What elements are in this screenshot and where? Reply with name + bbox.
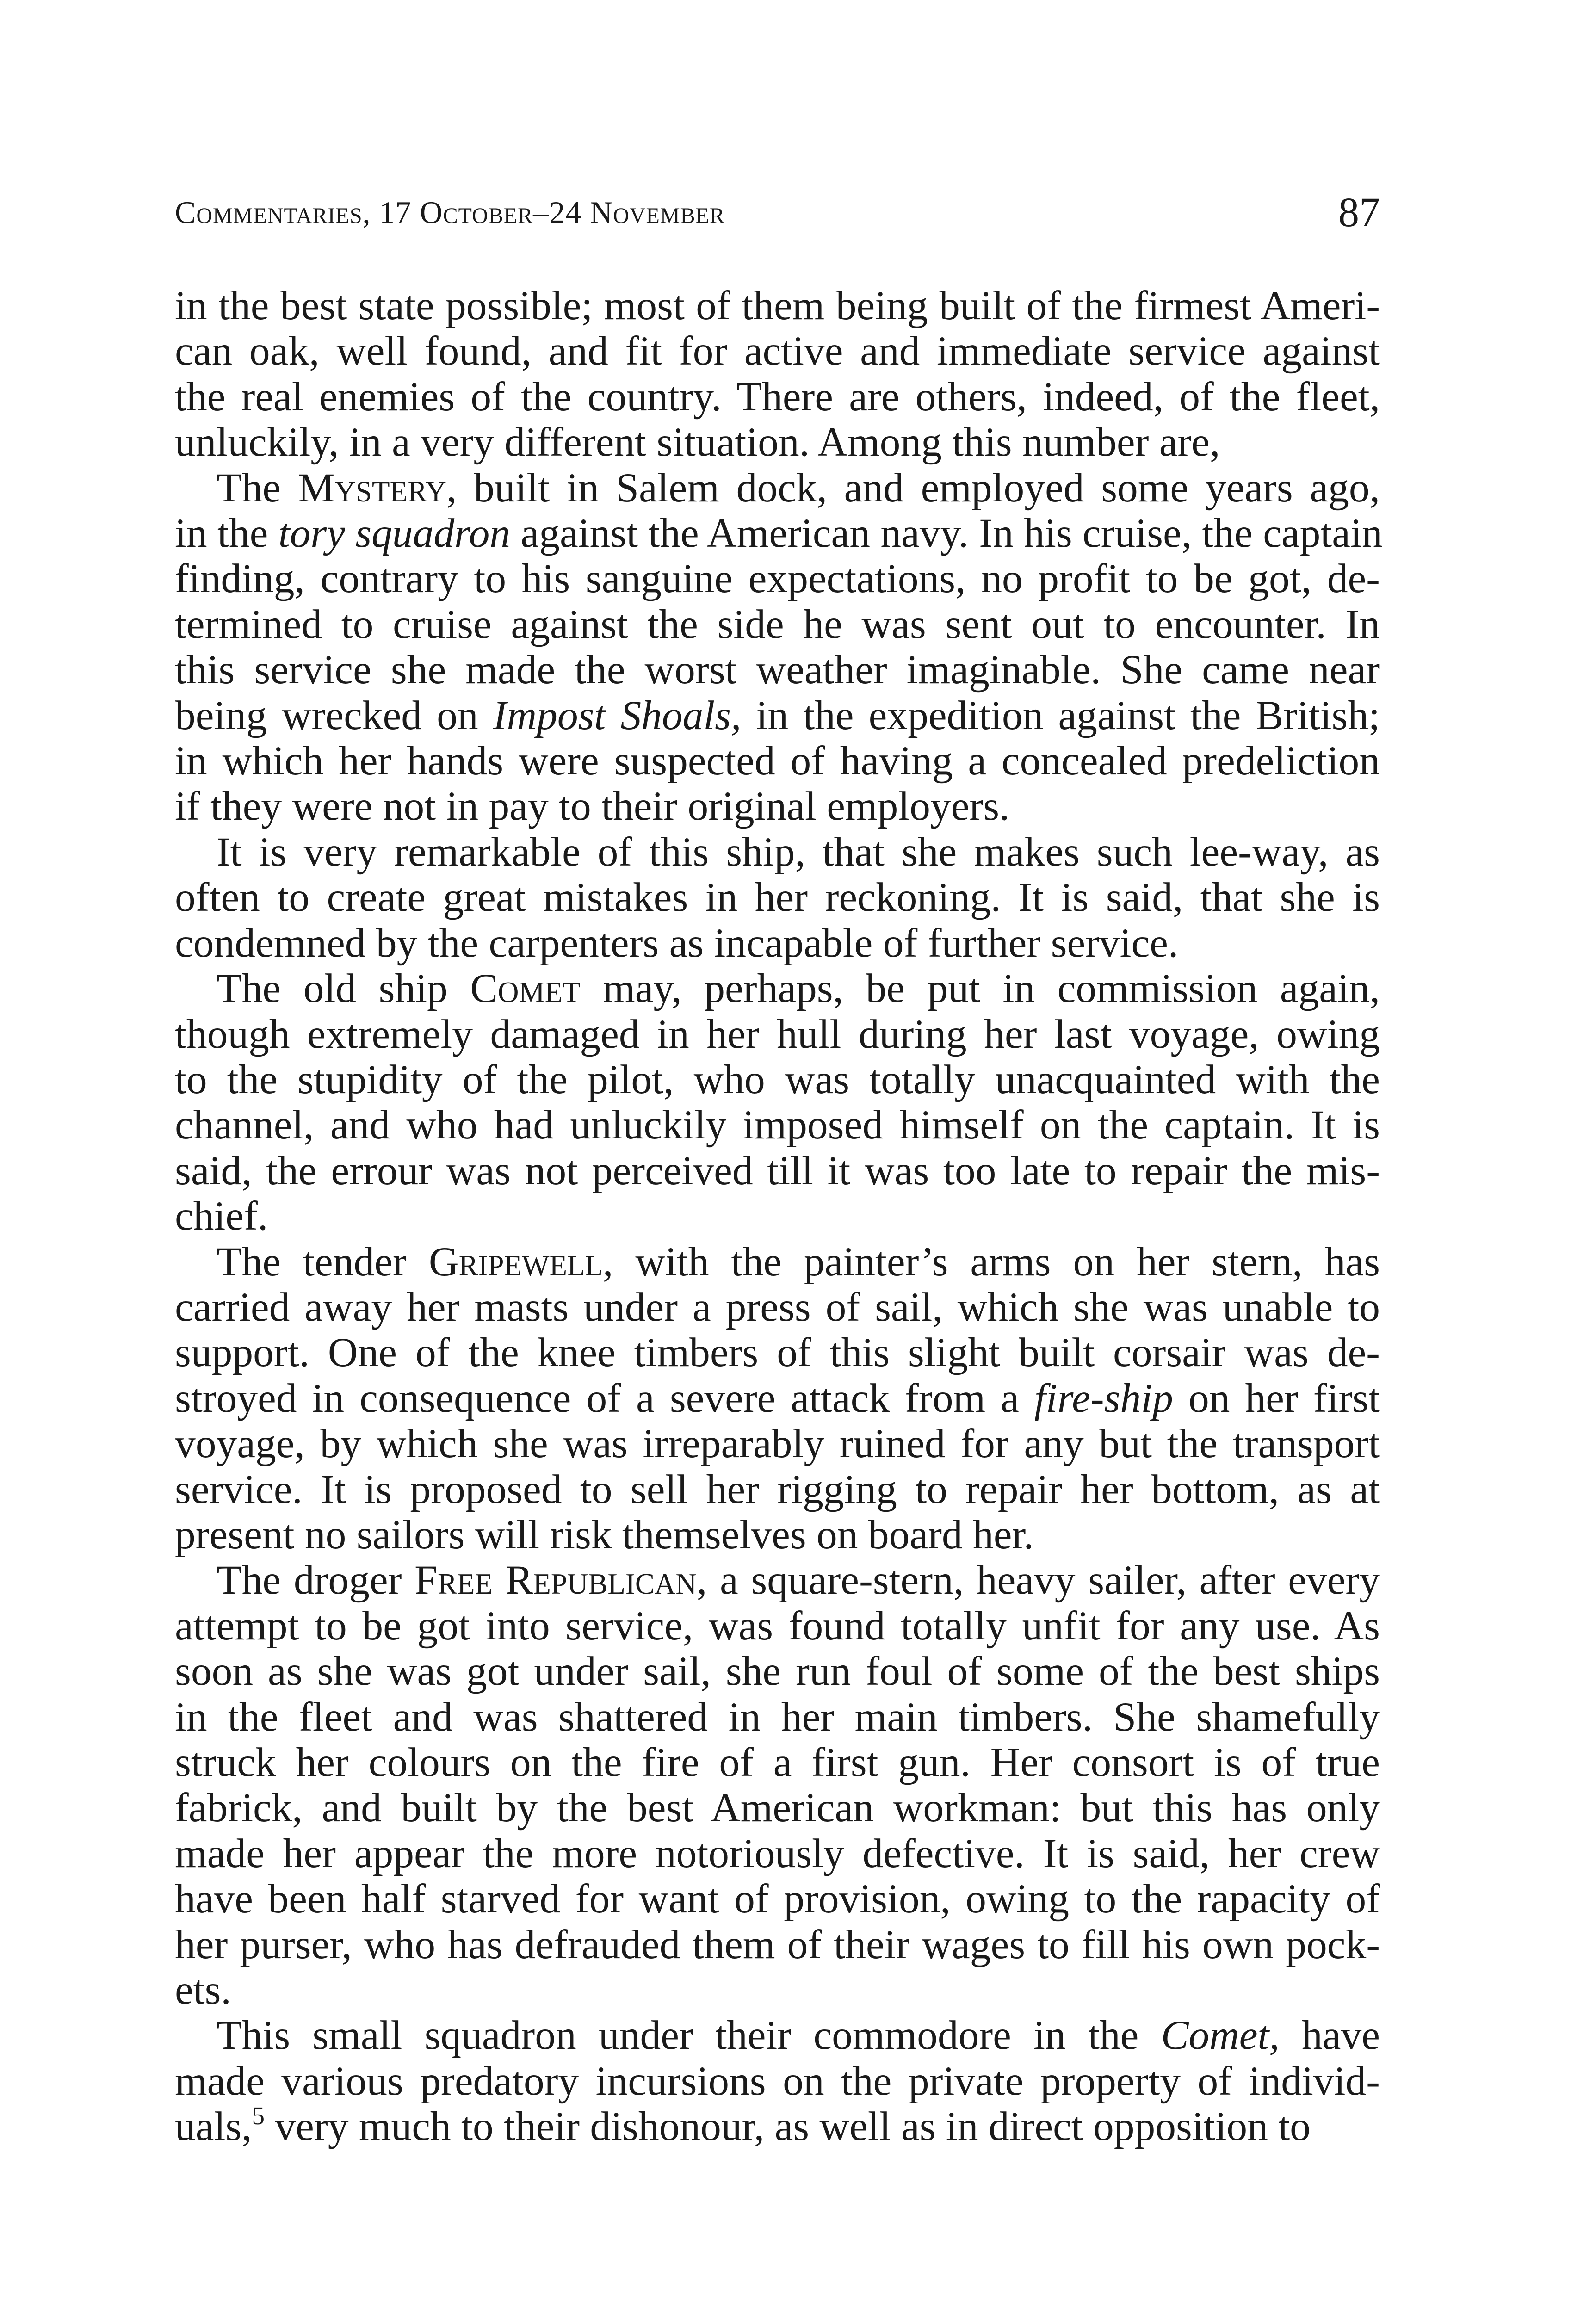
text-run: finding, contrary to his sanguine expectations, no profit to be got, de- (175, 556, 1380, 602)
paragraph (175, 464, 1383, 829)
text-line (175, 1512, 1380, 1558)
text-line (175, 1740, 1380, 1785)
text-run: struck her colours on the fire of a first gun. Her consort is of true (175, 1739, 1380, 1785)
text-line (175, 465, 1380, 511)
text-run: The droger (217, 1557, 415, 1603)
text-run: service. It is proposed to sell her rigging to repair her bottom, as at (175, 1466, 1380, 1512)
text-line (175, 1649, 1380, 1694)
paragraph (175, 2013, 1380, 2149)
text-line (175, 1603, 1380, 1649)
text-run: voyage, by which she was irreparably ruined for any but the transport (175, 1421, 1380, 1467)
paragraph (175, 966, 1380, 1239)
text-line (175, 2104, 1380, 2149)
text-run: present no sailors will risk themselves on board her. (175, 1511, 1034, 1558)
text-run: This small squadron under their commodore in the (217, 2012, 1161, 2059)
text-line (175, 602, 1380, 647)
text-run: made various predatory incursions on the private property of individ- (175, 2058, 1380, 2104)
text-line (175, 556, 1380, 601)
italic-text: fire-ship (1034, 1375, 1173, 1421)
text-run: in the (175, 510, 278, 557)
text-run: in the fleet and was shattered in her main timbers. She shamefully (175, 1694, 1380, 1740)
paragraph (175, 1239, 1380, 1558)
italic-text: Impost Shoals, (493, 692, 742, 738)
text-run: may, perhaps, be put in commission again, (580, 965, 1380, 1012)
text-line (175, 510, 1383, 557)
running-head (175, 190, 1380, 245)
text-run: , with the painter’s arms on her stern, has (602, 1238, 1380, 1285)
text-run: though extremely damaged in her hull during her last voyage, owing (175, 1011, 1380, 1057)
text-line (175, 1831, 1380, 1876)
text-run: made her appear the more notoriously defective. It is said, her crew (175, 1830, 1380, 1876)
text-run: channel, and who had unluckily imposed himself on the captain. It is (175, 1102, 1380, 1148)
text-run: condemned by the carpenters as incapable of further service. (175, 920, 1179, 966)
page-number: 87 (1338, 190, 1380, 235)
text-line (175, 1012, 1380, 1057)
text-line (175, 1057, 1380, 1102)
body-text (175, 283, 1383, 2150)
text-run: attempt to be got into service, was found totally unfit for any use. As (175, 1602, 1380, 1649)
text-line (175, 1467, 1380, 1512)
text-run: have been half starved for want of provision, owing to the rapacity of (175, 1876, 1380, 1922)
text-line (175, 1558, 1380, 1603)
text-line (175, 875, 1380, 920)
text-run: , a square-stern, heavy sailer, after every (696, 1557, 1380, 1603)
text-line (175, 693, 1380, 738)
ship-name: Free Republican (414, 1557, 697, 1603)
text-line (175, 1876, 1380, 1922)
text-run: termined to cruise against the side he was sent out to encounter. In (175, 601, 1380, 647)
text-run: The tender (217, 1238, 429, 1285)
text-run: uals, (175, 2103, 252, 2150)
text-run: carried away her masts under a press of sail, which she was unable to (175, 1284, 1380, 1330)
footnote-marker: 5 (252, 2102, 265, 2130)
text-line (175, 966, 1380, 1011)
text-line (175, 1148, 1380, 1194)
text-line (175, 1376, 1380, 1421)
text-run: this service she made the worst weather imaginable. She came near (175, 647, 1380, 693)
text-run: against the American navy. In his cruise, the captain (510, 510, 1383, 557)
text-line (175, 1785, 1380, 1831)
text-line: in the best state possible; most of them being built of the firmest Ameri- (175, 283, 1380, 328)
text-line (175, 1194, 1380, 1239)
text-run: The old ship (217, 965, 470, 1012)
text-run: The (217, 464, 298, 511)
text-line (175, 1967, 1380, 2013)
text-run: have (1279, 2012, 1380, 2059)
text-run: support. One of the knee timbers of this slight built corsair was de- (175, 1330, 1380, 1376)
text-run: fabrick, and built by the best American workman: but this has only (175, 1785, 1380, 1831)
ship-name: Comet (470, 965, 581, 1012)
text-line: can oak, well found, and fit for active and immediate service against (175, 328, 1380, 374)
text-run: It is very remarkable of this ship, that she makes such lee-way, as (217, 829, 1380, 875)
text-run: , built in Salem dock, and employed some years ago, (446, 464, 1380, 511)
running-title: Commentaries, 17 October–24 November (175, 195, 725, 230)
text-line (175, 2013, 1380, 2058)
text-run: being wrecked on (175, 692, 493, 738)
italic-text: Comet, (1161, 2012, 1280, 2059)
text-line: the real enemies of the country. There are others, indeed, of the fleet, (175, 373, 1380, 420)
text-run: ets. (175, 1967, 231, 2013)
text-line (175, 738, 1380, 784)
text-run: said, the errour was not perceived till it was too late to repair the mis- (175, 1147, 1380, 1194)
text-run: on her first (1173, 1375, 1380, 1421)
text-run: stroyed in consequence of a severe attack from a (175, 1375, 1034, 1421)
text-run: in the expedition against the British; (741, 692, 1380, 738)
text-run: chief. (175, 1193, 268, 1239)
text-line (175, 1421, 1380, 1466)
text-run: if they were not in pay to their original employers. (175, 783, 1010, 829)
text-line (175, 2059, 1380, 2104)
text-run: to the stupidity of the pilot, who was totally unacquainted with the (175, 1056, 1380, 1102)
paragraph (175, 1558, 1380, 2013)
ship-name: Mystery (297, 464, 446, 511)
text-line (175, 1330, 1380, 1375)
text-line (175, 1922, 1380, 1967)
text-line (175, 1102, 1380, 1148)
text-run: soon as she was got under sail, she run foul of some of the best ships (175, 1648, 1380, 1695)
text-line (175, 829, 1380, 875)
ship-name: Gripewell (428, 1238, 603, 1285)
text-line (175, 1239, 1380, 1285)
text-run: her purser, who has defrauded them of their wages to fill his own pock- (175, 1921, 1380, 1967)
italic-text: tory squadron (278, 510, 511, 557)
text-run: in which her hands were suspected of having a concealed predeliction (175, 738, 1380, 784)
text-line (175, 1695, 1380, 1740)
text-line (175, 784, 1380, 829)
text-line: unluckily, in a very different situation. Among this number are, (175, 419, 1220, 465)
text-run: very much to their dishonour, as well as in direct opposition to (265, 2103, 1311, 2150)
text-line (175, 921, 1380, 966)
text-run: often to create great mistakes in her reckoning. It is said, that she is (175, 874, 1380, 921)
paragraph (175, 283, 1380, 465)
text-line (175, 1285, 1380, 1330)
text-line (175, 647, 1380, 693)
paragraph (175, 829, 1380, 966)
